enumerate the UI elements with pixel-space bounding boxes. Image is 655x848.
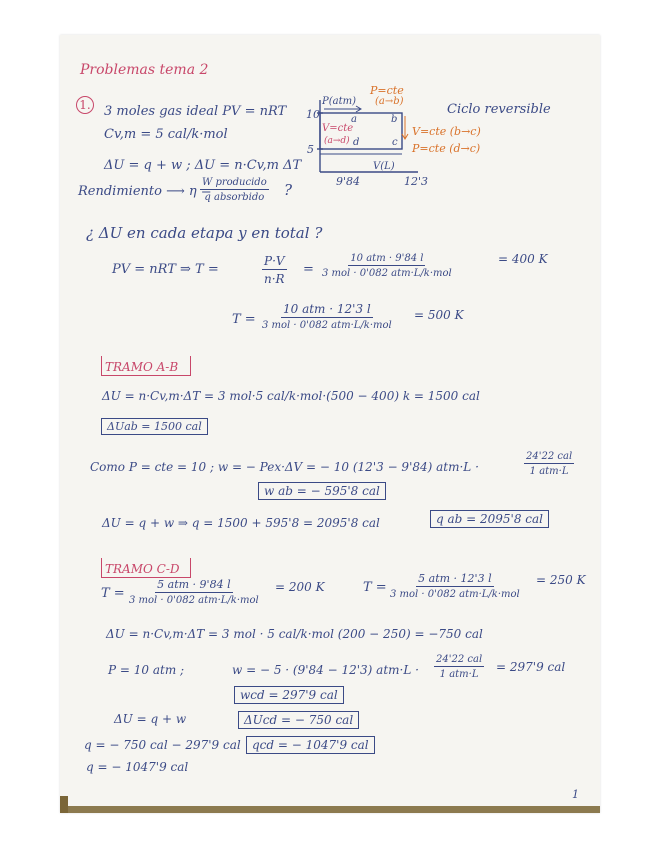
cycle-label: Ciclo reversible — [447, 102, 551, 117]
t1-equals: = — [303, 262, 314, 277]
efficiency-numerator: W producido — [202, 177, 267, 188]
cd-t1-num: 5 atm · 9'84 l — [157, 578, 231, 591]
cd-w-conversion — [434, 654, 484, 680]
statement-line-1: 3 moles gas ideal PV = nRT — [104, 104, 287, 119]
tramo-ab-heading: TRAMO A-B — [105, 360, 179, 374]
p-cte-top-label-2: (a→b) — [375, 96, 404, 107]
cd-t2-den: 3 mol · 0'082 atm·L/k·mol — [390, 589, 520, 600]
ab-du-box: ΔUab = 1500 cal — [101, 418, 208, 435]
ab-du-result — [101, 420, 208, 433]
cd-t1-lhs: T = — [101, 586, 125, 601]
point-d: d — [353, 137, 360, 148]
t2-den: 3 mol · 0'082 atm·L/k·mol — [262, 320, 392, 331]
t1-fraction-2 — [322, 253, 452, 279]
point-c: c — [392, 137, 398, 148]
cd-q-box-wrap — [246, 738, 375, 752]
cd-du-box-wrap — [238, 713, 359, 727]
ab-q-result — [430, 512, 549, 526]
cd-t2-fraction — [390, 572, 520, 600]
efficiency-question-mark: ? — [284, 181, 293, 199]
v-low-tick-label: 9'84 — [336, 175, 361, 188]
cd-p-line: P = 10 atm ; — [108, 663, 185, 677]
cd-w-conv-den: 1 atm·L — [439, 669, 479, 680]
problem-number: 1. — [76, 96, 94, 114]
statement-line-2: Cv,m = 5 cal/k·mol — [104, 127, 228, 142]
t2-num: 10 atm · 12'3 l — [283, 302, 371, 316]
efficiency-denominator: q absorbido — [204, 192, 265, 203]
question-line: ¿ ΔU en cada etapa y en total ? — [86, 224, 323, 242]
page-number: 1 — [572, 788, 579, 801]
efficiency-fraction — [200, 177, 269, 203]
cd-t1-den: 3 mol · 0'082 atm·L/k·mol — [129, 595, 259, 606]
t1-result: = 400 K — [498, 252, 548, 266]
ab-q-line: ΔU = q + w ⇒ q = 1500 + 595'8 = 2095'8 cal — [102, 516, 380, 530]
point-b: b — [391, 114, 398, 125]
t1-f2-den: 3 mol · 0'082 atm·L/k·mol — [322, 268, 452, 279]
t1-f1-num: P·V — [264, 254, 285, 268]
ab-w-result — [258, 484, 386, 498]
t2-lhs: T = — [232, 312, 256, 327]
page-edge-shadow — [60, 806, 600, 813]
t2-fraction — [262, 302, 392, 331]
ab-w-box: w ab = − 595'8 cal — [258, 482, 386, 500]
p-high-tick-label: 10 — [306, 108, 320, 121]
ab-du-line: ΔU = n·Cv,m·ΔT = 3 mol·5 cal/k·mol·(500 − 400) k = 1500 cal — [102, 389, 480, 403]
cd-du-line: ΔU = n·Cv,m·ΔT = 3 mol · 5 cal/k·mol (200 − 250) = −750 cal — [106, 627, 483, 641]
p-low-tick-label: 5 — [307, 143, 314, 156]
cd-w-line: w = − 5 · (9'84 − 12'3) atm·L · — [232, 663, 419, 677]
cd-t2-num: 5 atm · 12'3 l — [418, 572, 492, 585]
page-corner-shadow — [60, 796, 68, 813]
cd-q-line-1: q = − 750 cal − 297'9 cal — [84, 738, 241, 752]
v-high-tick-label: 12'3 — [404, 175, 429, 188]
t1-lhs: PV = nRT ⇒ T = — [112, 262, 219, 277]
cd-w-result: = 297'9 cal — [496, 660, 566, 674]
v-cte-bc-label: V=cte (b→c) — [412, 125, 481, 138]
v-cte-left-label-2: (a→d) — [324, 136, 350, 146]
efficiency-label: Rendimiento ⟶ η = — [78, 184, 212, 199]
cd-t1-result: = 200 K — [275, 580, 325, 594]
cd-w-box: wcd = 297'9 cal — [234, 686, 344, 704]
t1-f1-den: n·R — [263, 272, 285, 286]
t1-fraction-1 — [262, 254, 287, 286]
cd-q-box: qcd = − 1047'9 cal — [246, 736, 375, 754]
statement-line-3: ΔU = q + w ; ΔU = n·Cv,m ΔT — [104, 158, 302, 173]
t2-result: = 500 K — [414, 308, 464, 322]
tramo-cd-heading: TRAMO C-D — [105, 562, 180, 576]
ab-q-box: q ab = 2095'8 cal — [430, 510, 549, 528]
cd-t2-result: = 250 K — [536, 573, 586, 587]
p-cte-top-label: P=cte — [370, 84, 404, 97]
ab-w-line: Como P = cte = 10 ; w = − Pex·ΔV = − 10 (12'3 − 9'84) atm·L · — [90, 460, 479, 474]
cd-w-box-wrap — [234, 688, 344, 702]
ab-w-conversion — [524, 451, 574, 477]
t1-f2-num: 10 atm · 9'84 l — [350, 253, 424, 264]
cd-du-equation: ΔU = q + w — [114, 712, 187, 726]
p-axis-label: P(atm) — [322, 96, 356, 107]
page-title: Problemas tema 2 — [80, 62, 209, 78]
v-axis-label: V(L) — [373, 161, 395, 172]
p-cte-dc-label: P=cte (d→c) — [412, 142, 481, 155]
v-cte-left-label: V=cte — [322, 123, 354, 134]
point-a: a — [351, 114, 357, 125]
ab-w-conv-den: 1 atm·L — [529, 466, 569, 477]
cd-du-box: ΔUcd = − 750 cal — [238, 711, 359, 729]
cd-w-conv-num: 24'22 cal — [436, 654, 483, 665]
cd-t2-lhs: T = — [363, 580, 387, 595]
cd-q-line-2: q = − 1047'9 cal — [86, 760, 189, 774]
ab-w-conv-num: 24'22 cal — [526, 451, 573, 462]
cd-t1-fraction — [129, 578, 259, 606]
